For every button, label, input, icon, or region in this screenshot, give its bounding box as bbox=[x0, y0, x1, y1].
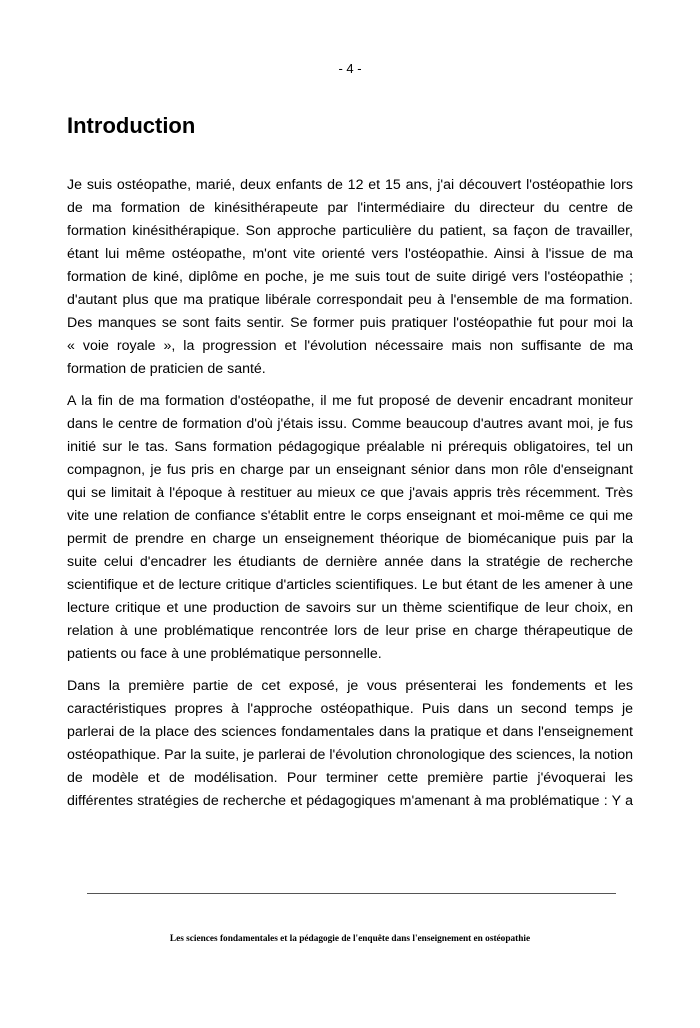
section-title: Introduction bbox=[67, 113, 196, 138]
text-line: formation de praticien de santé. bbox=[67, 361, 266, 377]
text-line: « voie royale », la progression et l'évolution nécessaire mais non suffisante de ma bbox=[67, 338, 633, 354]
text-line: caractéristiques propres à l'approche ostéopathique. Puis dans un second temps je bbox=[67, 701, 633, 717]
text-line: Dans la première partie de cet exposé, je vous présenterai les fondements et les bbox=[67, 678, 633, 694]
text-line: qui se limitait à l'époque à restituer au mieux ce que j'avais appris très récemment. Très bbox=[67, 485, 633, 501]
text-line: ostéopathique. Par la suite, je parlerai de l'évolution chronologique des sciences, la notion bbox=[67, 747, 633, 763]
page-number: - 4 - bbox=[338, 61, 362, 76]
paragraph-3 bbox=[67, 675, 633, 813]
text-line: différentes stratégies de recherche et pédagogiques m'amenant à ma problématique : Y a bbox=[67, 793, 633, 809]
paragraph-2 bbox=[67, 390, 633, 666]
text-line: parlerai de la place des sciences fondamentales dans la pratique et dans l'enseignement bbox=[67, 724, 633, 740]
text-line: relation à une problématique rencontrée lors de leur prise en charge thérapeutique de bbox=[67, 623, 633, 639]
text-line: initié sur le tas. Sans formation pédagogique préalable ni prérequis obligatoires, tel un bbox=[67, 439, 633, 455]
text-line: patients ou face à une problématique personnelle. bbox=[67, 646, 382, 662]
text-line: lecture critique et une production de savoirs sur un thème scientifique de leur choix, en bbox=[67, 600, 633, 616]
text-line: formation kinésithérapique. Son approche particulière du patient, sa façon de travailler, bbox=[67, 223, 633, 239]
text-line: dans le centre de formation d'où j'étais issu. Comme beaucoup d'autres avant moi, je fus bbox=[67, 416, 633, 432]
text-line: étant lui même ostéopathe, m'ont vite orienté vers l'ostéopathie. Ainsi à l'issue de ma bbox=[67, 246, 633, 262]
text-line: de modèle et de modélisation. Pour terminer cette première partie j'évoquerai les bbox=[67, 770, 633, 786]
text-line: scientifique et de lecture critique d'articles scientifiques. Le but étant de les amener à une bbox=[67, 577, 633, 593]
paragraph-1 bbox=[67, 174, 633, 381]
footer-divider bbox=[87, 893, 616, 894]
text-line: formation de kiné, diplôme en poche, je me suis tout de suite dirigé vers l'ostéopathie ; bbox=[67, 269, 633, 285]
text-line: compagnon, je fus pris en charge par un enseignant sénior dans mon rôle d'enseignant bbox=[67, 462, 633, 478]
body-text bbox=[67, 174, 633, 822]
running-footer: Les sciences fondamentales et la pédagogie de l'enquête dans l'enseignement en ostéopathie bbox=[169, 934, 531, 944]
text-line: vite une relation de confiance s'établit entre le corps enseignant et moi-même ce qui me bbox=[67, 508, 633, 524]
text-line: d'autant plus que ma pratique libérale correspondait peu à l'ensemble de ma formation. bbox=[67, 292, 633, 308]
text-line: permit de prendre en charge un enseignement théorique de biomécanique puis par la bbox=[67, 531, 633, 547]
text-line: de ma formation de kinésithérapeute par l'intermédiaire du directeur du centre de bbox=[67, 200, 633, 216]
text-line: A la fin de ma formation d'ostéopathe, il me fut proposé de devenir encadrant moniteur bbox=[67, 393, 633, 409]
text-line: suite celui d'encadrer les étudiants de dernière année dans la stratégie de recherche bbox=[67, 554, 633, 570]
text-line: Des manques se sont faits sentir. Se former puis pratiquer l'ostéopathie fut pour moi la bbox=[67, 315, 633, 331]
text-line: Je suis ostéopathe, marié, deux enfants de 12 et 15 ans, j'ai découvert l'ostéopathie lors bbox=[67, 177, 633, 193]
